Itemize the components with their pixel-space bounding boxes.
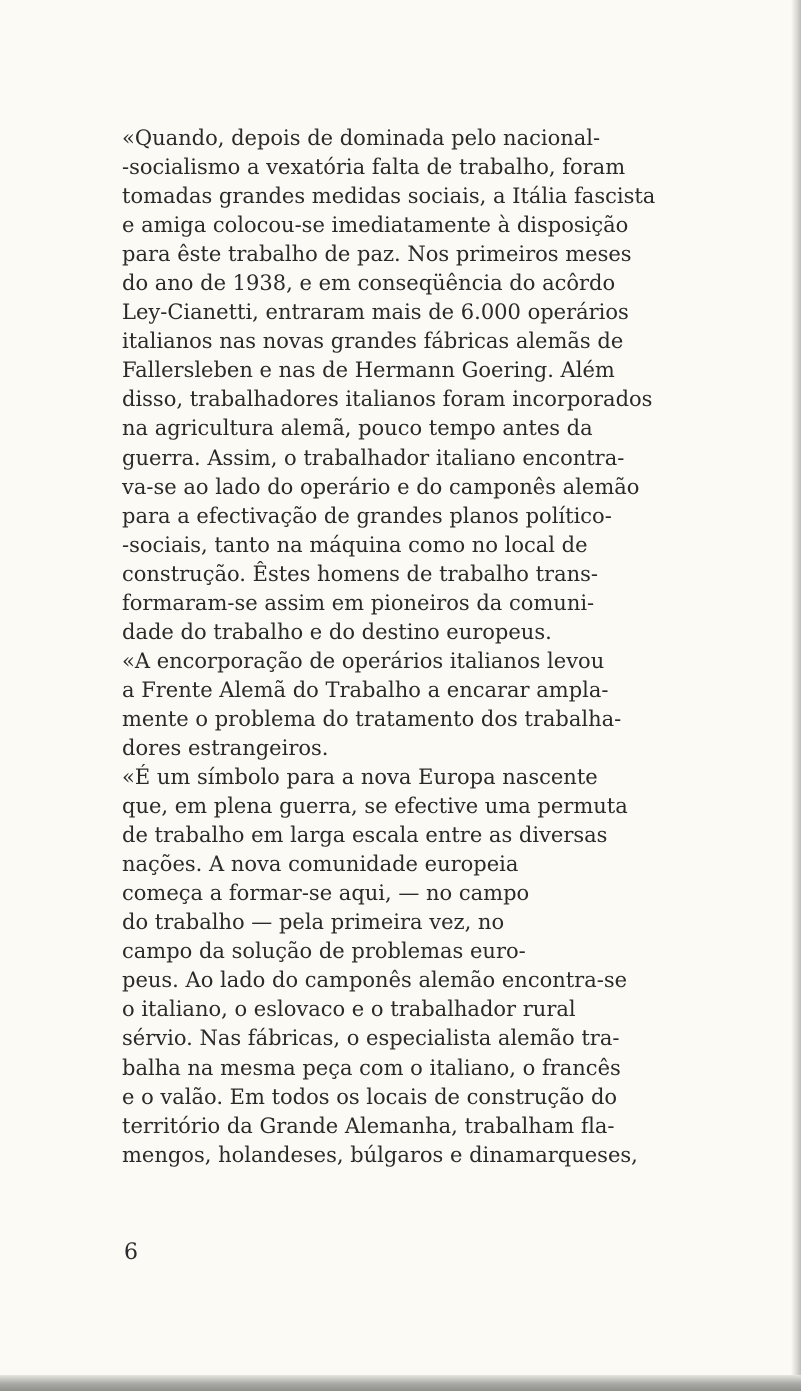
text-line: sérvio. Nas fábricas, o especialista alemão tra- xyxy=(122,1026,620,1051)
text-line: dade do trabalho e do destino europeus. xyxy=(122,619,552,644)
text-line: balha na mesma peça com o italiano, o francês xyxy=(122,1055,621,1080)
scan-bottom-edge xyxy=(0,1375,801,1391)
text-line: mente o problema do tratamento dos trabalha- xyxy=(122,706,622,731)
text-line: formaram-se assim em pioneiros da comuni- xyxy=(122,590,595,615)
text-line: e amiga colocou-se imediatamente à disposição xyxy=(122,213,629,238)
body-text xyxy=(122,124,742,1170)
text-line: a Frente Alemã do Trabalho a encarar ampla- xyxy=(122,677,609,702)
text-line: e o valão. Em todos os locais de construção do xyxy=(122,1084,618,1109)
text-line: o italiano, o eslovaco e o trabalhador rural xyxy=(122,997,576,1022)
text-line: Fallersleben e nas de Hermann Goering. Além xyxy=(122,358,615,383)
page-number: 6 xyxy=(124,1240,138,1265)
text-line: -socialismo a vexatória falta de trabalho, foram xyxy=(122,155,626,180)
text-line: para a efectivação de grandes planos político- xyxy=(122,503,612,528)
text-line: mengos, holandeses, búlgaros e dinamarqueses, xyxy=(122,1142,638,1167)
text-line: «A encorporação de operários italianos levou xyxy=(122,648,605,673)
text-line: Ley-Cianetti, entraram mais de 6.000 operários xyxy=(122,300,629,325)
text-line: va-se ao lado do operário e do camponês alemão xyxy=(122,474,640,499)
text-line: tomadas grandes medidas sociais, a Itália fascista xyxy=(122,184,656,209)
text-line: começa a formar-se aqui, — no campo xyxy=(122,881,530,906)
text-line: de trabalho em larga escala entre as diversas xyxy=(122,823,608,848)
text-line: «Quando, depois de dominada pelo nacional- xyxy=(122,126,601,150)
text-line: nações. A nova comunidade europeia xyxy=(122,852,519,877)
text-line: guerra. Assim, o trabalhador italiano encontra- xyxy=(122,445,625,470)
text-line: território da Grande Alemanha, trabalham fla- xyxy=(122,1113,615,1138)
text-line: italianos nas novas grandes fábricas alemãs de xyxy=(122,329,624,354)
text-line: «É um símbolo para a nova Europa nascente xyxy=(122,765,598,790)
text-line: que, em plena guerra, se efective uma permuta xyxy=(122,794,628,819)
text-line: dores estrangeiros. xyxy=(122,735,329,760)
page-edge-shadow xyxy=(791,0,801,1375)
text-line: campo da solução de problemas euro- xyxy=(122,939,526,964)
text-line: do trabalho — pela primeira vez, no xyxy=(122,910,505,935)
text-line: disso, trabalhadores italianos foram incorporados xyxy=(122,387,653,412)
text-line: peus. Ao lado do camponês alemão encontra-se xyxy=(122,968,628,993)
text-line: na agricultura alemã, pouco tempo antes da xyxy=(122,416,593,441)
text-line: -sociais, tanto na máquina como no local de xyxy=(122,532,588,557)
text-line: do ano de 1938, e em conseqüência do acôrdo xyxy=(122,271,616,296)
text-line: para êste trabalho de paz. Nos primeiros meses xyxy=(122,242,632,267)
text-line: construção. Êstes homens de trabalho trans- xyxy=(122,561,598,586)
